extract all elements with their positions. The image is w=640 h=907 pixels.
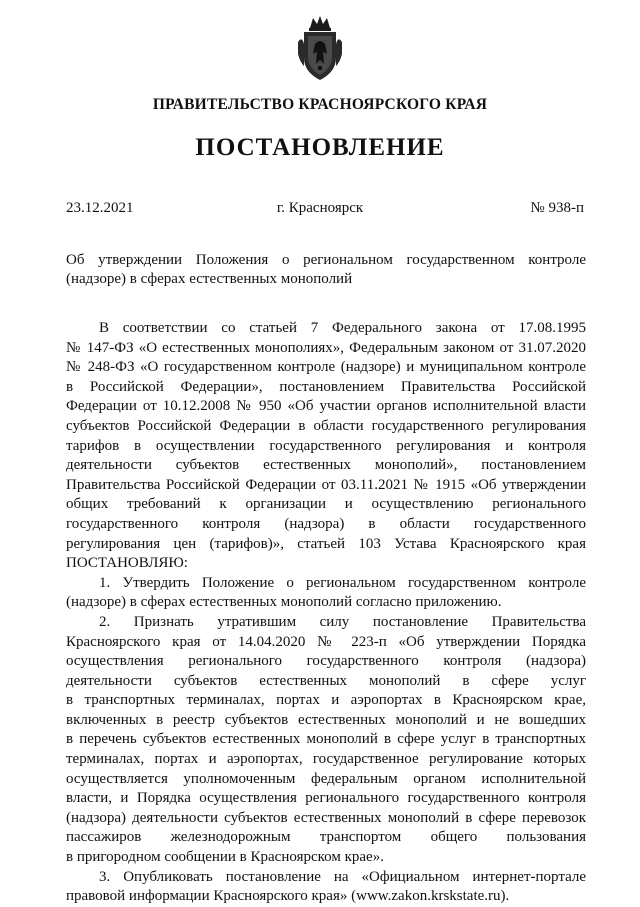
body-text-line: (надзора) деятельности субъектов естественных монополий в сфере перевозок <box>66 809 586 826</box>
body-text-line: государственного контроля (надзора) в области государственного <box>66 515 586 532</box>
document-number: № 938-п <box>530 200 584 216</box>
coat-of-arms-icon <box>296 14 344 84</box>
body-text-line: № 147-ФЗ «О естественных монополиях», Федеральным законом от 31.07.2020 <box>66 339 586 356</box>
body-text-line: В соответствии со статьей 7 Федерального закона от 17.08.1995 <box>99 320 586 336</box>
document-body <box>66 319 586 907</box>
body-text-line: Федерации от 10.12.2008 № 950 «Об участии органов исполнительной власти <box>66 398 586 415</box>
document-type-title: ПОСТАНОВЛЕНИЕ <box>195 134 445 161</box>
body-text-line: Красноярского края от 14.04.2020 № 223-п «Об утверждении Порядка <box>66 633 586 650</box>
document-city: г. Красноярск <box>276 200 364 216</box>
body-text-line: в перечень субъектов естественных монополий в сфере услуг в транспортных <box>66 731 586 748</box>
document-date: 23.12.2021 <box>66 200 134 216</box>
body-text-line: № 248-ФЗ «О государственном контроле (надзоре) и муниципальном контроле <box>66 359 586 376</box>
body-text-line: 1. Утвердить Положение о региональном государственном контроле <box>99 574 586 591</box>
body-text-line: 2. Признать утратившим силу постановление Правительства <box>99 613 586 630</box>
subject-line: (надзоре) в сферах естественных монополий <box>66 271 353 287</box>
body-text-line: общих требований к организации и осуществлению регионального <box>66 496 586 513</box>
document-subject <box>66 251 586 289</box>
body-text-line: ПОСТАНОВЛЯЮ: <box>66 555 188 572</box>
body-text-line: Правительства Российской Федерации от 03.11.2021 № 1915 «Об утверждении <box>66 476 586 493</box>
body-text-line: включенных в реестр субъектов естественных монополий и не вошедших <box>66 711 586 728</box>
body-text-line: (надзоре) в сферах естественных монополий согласно приложению. <box>66 594 502 611</box>
body-text-line: в транспортных терминалах, портах и аэропортах в Красноярском крае, <box>66 692 586 709</box>
body-text-line: в Российской Федерации», постановлением Правительства Российской <box>66 378 586 395</box>
body-text-line: деятельности субъектов естественных монополий», постановлением <box>66 457 586 474</box>
body-text-line: 3. Опубликовать постановление на «Официальном интернет-портале <box>99 868 586 885</box>
body-text-line: власти, и Порядка осуществления регионального государственного контроля <box>66 790 586 807</box>
body-text-line: деятельности субъектов естественных монополий в сфере услуг <box>66 672 586 689</box>
body-text-line: субъектов Российской Федерации в области государственного регулирования <box>66 417 586 434</box>
body-text-line: правовой информации Красноярского края» (www.zakon.krskstate.ru). <box>66 888 510 905</box>
body-text-line: в пригородном сообщении в Красноярском крае». <box>66 849 384 866</box>
body-text-line: осуществления регионального государственного контроля (надзора) <box>66 653 586 670</box>
subject-line: Об утверждении Положения о региональном государственном контроле <box>66 252 586 268</box>
body-text-line: осуществляется уполномоченным федеральным органом исполнительной <box>66 770 586 787</box>
body-text-line: регулирования цен (тарифов)», статьей 103 Устава Красноярского края <box>66 535 586 552</box>
body-text-line: пассажиров железнодорожным транспортом общего пользования <box>66 829 586 846</box>
body-text-line: терминалах, портах и аэропортах, государственное регулирование которых <box>66 751 586 768</box>
government-name: ПРАВИТЕЛЬСТВО КРАСНОЯРСКОГО КРАЯ <box>152 96 488 113</box>
body-text-line: тарифов в осуществлении государственного регулирования и контроля <box>66 437 586 454</box>
